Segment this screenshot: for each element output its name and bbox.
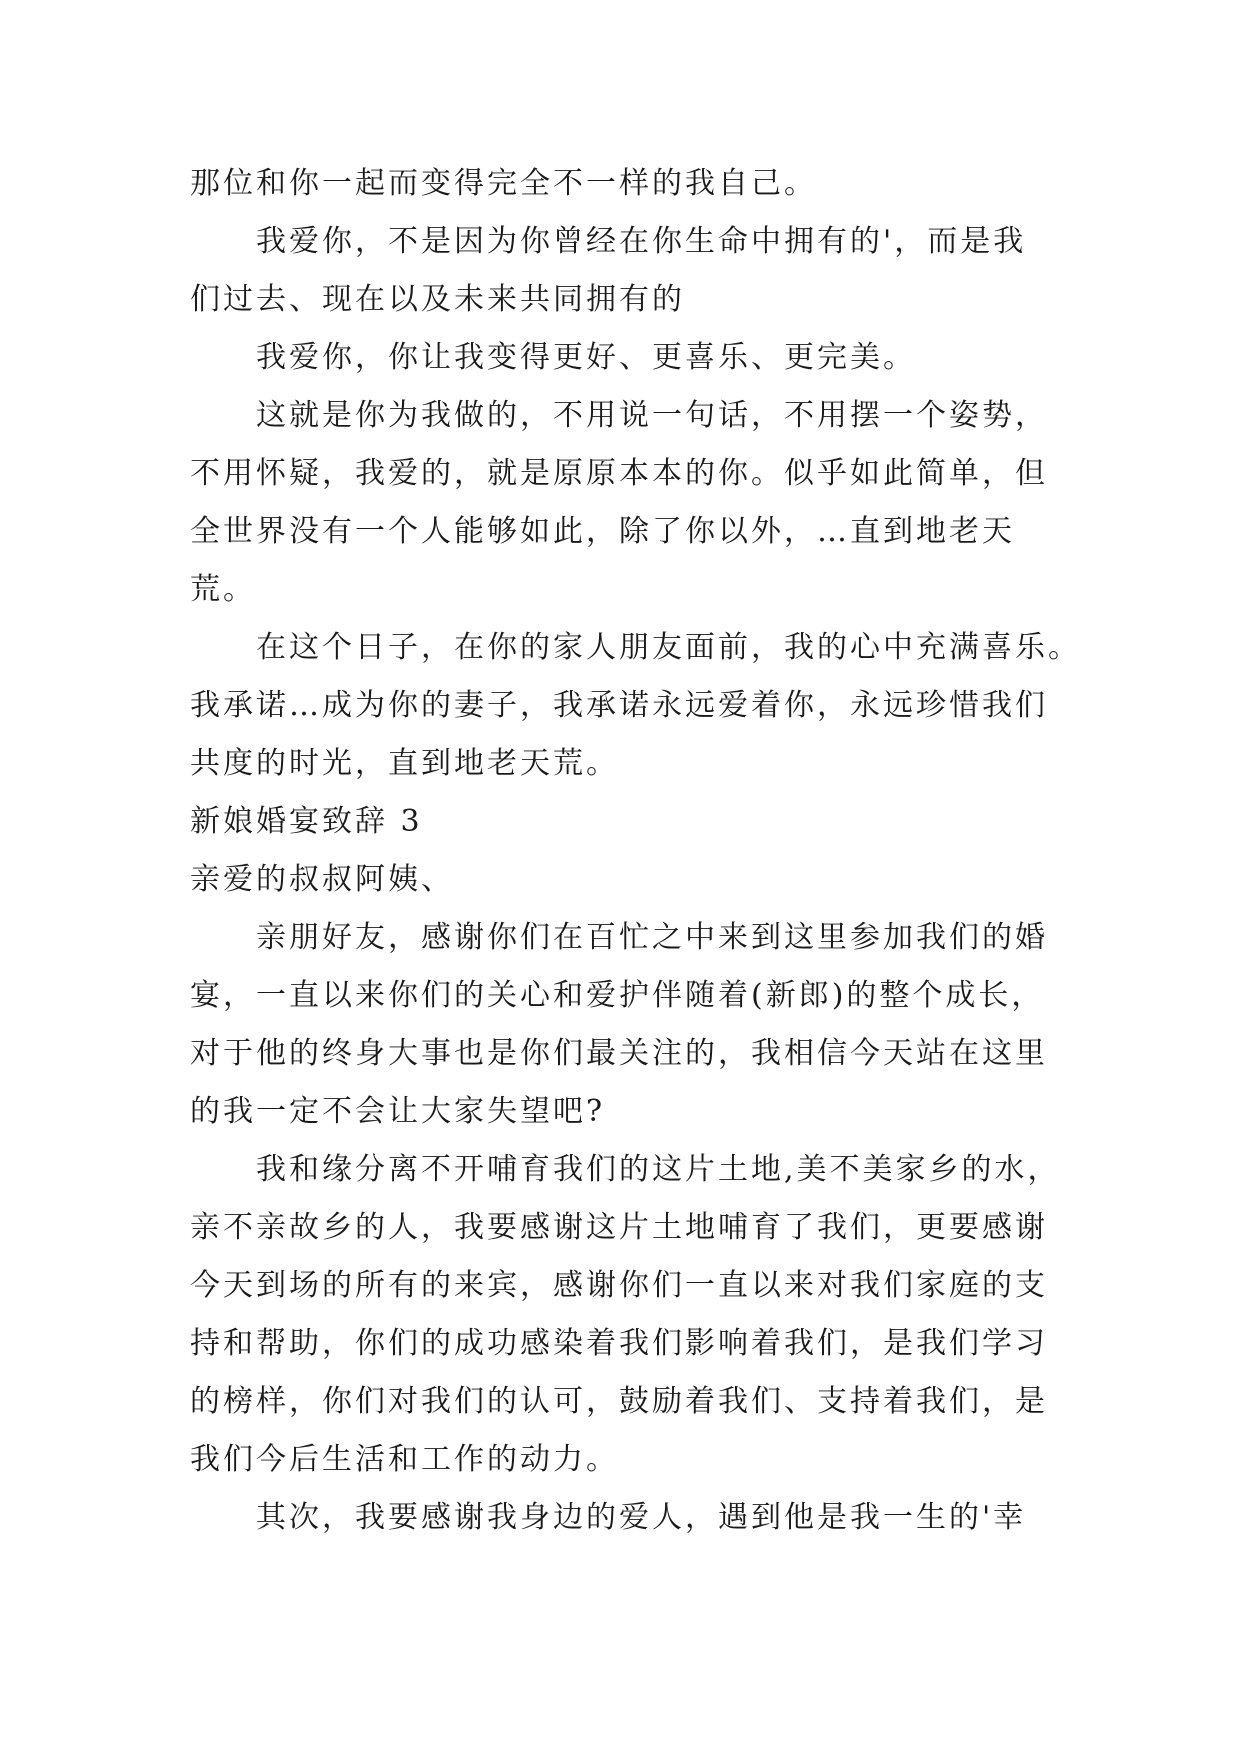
text-line: 亲不亲故乡的人，我要感谢这片土地哺育了我们，更要感谢 xyxy=(190,1210,1048,1245)
text-line: 不用怀疑，我爱的，就是原原本本的你。似乎如此简单，但 xyxy=(190,456,1048,491)
text-line: 持和帮助，你们的成功感染着我们影响着我们，是我们学习 xyxy=(190,1326,1048,1361)
text-line: 我承诺…成为你的妻子，我承诺永远爱着你，永远珍惜我们 xyxy=(190,688,1048,723)
text-line: 对于他的终身大事也是你们最关注的，我相信今天站在这里 xyxy=(190,1036,1048,1071)
salutation: 亲爱的叔叔阿姨、 xyxy=(190,862,454,897)
text-line: 这就是你为我做的，不用说一句话，不用摆一个姿势， xyxy=(256,398,1048,433)
document-body xyxy=(190,155,1081,1547)
text-line: 亲朋好友，感谢你们在百忙之中来到这里参加我们的婚 xyxy=(256,920,1048,955)
text-line: 宴，一直以来你们的关心和爱护伴随着(新郎)的整个成长， xyxy=(190,978,1045,1013)
text-line: 我们今后生活和工作的动力。 xyxy=(190,1442,619,1477)
text-line: 我爱你，不是因为你曾经在你生命中拥有的'，而是我 xyxy=(256,224,1027,259)
text-line: 的榜样，你们对我们的认可，鼓励着我们、支持着我们，是 xyxy=(190,1384,1048,1419)
text-line: 我爱你，你让我变得更好、更喜乐、更完美。 xyxy=(256,340,916,375)
text-line: 全世界没有一个人能够如此，除了你以外，…直到地老天 xyxy=(190,514,1015,549)
section-heading: 新娘婚宴致辞 3 xyxy=(190,804,423,839)
text-line: 在这个日子，在你的家人朋友面前，我的心中充满喜乐。 xyxy=(256,630,1081,665)
text-line: 的我一定不会让大家失望吧? xyxy=(190,1094,606,1129)
text-line: 其次，我要感谢我身边的爱人，遇到他是我一生的'幸 xyxy=(256,1500,1027,1535)
text-line: 今天到场的所有的来宾，感谢你们一直以来对我们家庭的支 xyxy=(190,1268,1048,1303)
text-line: 共度的时光，直到地老天荒。 xyxy=(190,746,619,781)
text-line: 我和缘分离不开哺育我们的这片土地,美不美家乡的水， xyxy=(256,1152,1061,1187)
text-line: 那位和你一起而变得完全不一样的我自己。 xyxy=(190,166,817,201)
text-line: 荒。 xyxy=(190,572,256,607)
text-line: 们过去、现在以及未来共同拥有的 xyxy=(190,282,685,317)
